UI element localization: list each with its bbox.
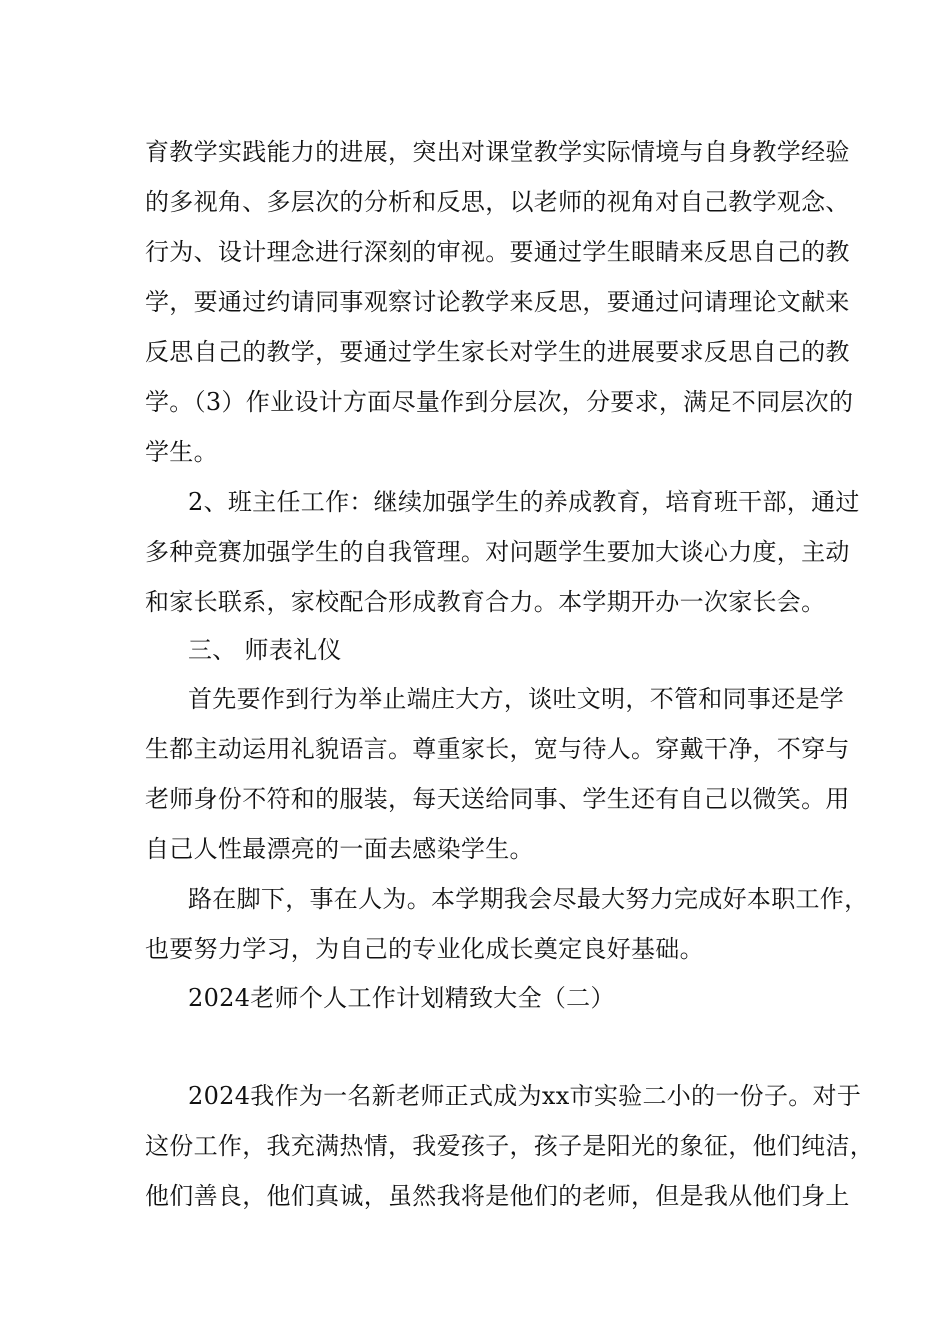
paragraph-start-line: 2、班主任工作：继续加强学生的养成教育，培育班干部，通过: [188, 488, 860, 516]
text-line: 反思自己的教学，要通过学生家长对学生的进展要求反思自己的教: [145, 338, 850, 366]
paragraph-start-line: 2024我作为一名新老师正式成为xx市实验二小的一份子。对于: [188, 1082, 862, 1110]
text-line: 这份工作，我充满热情，我爱孩子，孩子是阳光的象征，他们纯洁，: [145, 1132, 874, 1160]
paragraph-start-line: 首先要作到行为举止端庄大方，谈吐文明，不管和同事还是学: [188, 685, 845, 713]
text-line: 行为、设计理念进行深刻的审视。要通过学生眼睛来反思自己的教: [145, 238, 850, 266]
text-line: 老师身份不符和的服装，每天送给同事、学生还有自己以微笑。用: [145, 785, 850, 813]
section-title: 2024老师个人工作计划精致大全（二）: [188, 984, 615, 1012]
text-line: 的多视角、多层次的分析和反思，以老师的视角对自己教学观念、: [145, 188, 850, 216]
section-heading: 三、 师表礼仪: [188, 636, 342, 664]
text-line: 也要努力学习，为自己的专业化成长奠定良好基础。: [145, 935, 704, 963]
text-line: 多种竞赛加强学生的自我管理。对问题学生要加大谈心力度，主动: [145, 538, 850, 566]
text-line: 和家长联系，家校配合形成教育合力。本学期开办一次家长会。: [145, 588, 826, 616]
text-line: 学。（3）作业设计方面尽量作到分层次，分要求，满足不同层次的: [145, 388, 854, 416]
text-line: 育教学实践能力的进展，突出对课堂教学实际情境与自身教学经验: [145, 138, 850, 166]
text-line: 自己人性最漂亮的一面去感染学生。: [145, 835, 534, 863]
text-line: 学，要通过约请同事观察讨论教学来反思，要通过问请理论文献来: [145, 288, 850, 316]
text-line: 学生。: [145, 438, 218, 466]
text-line: 生都主动运用礼貌语言。尊重家长，宽与待人。穿戴干净，不穿与: [145, 735, 850, 763]
paragraph-start-line: 路在脚下，事在人为。本学期我会尽最大努力完成好本职工作，: [188, 885, 869, 913]
text-line: 他们善良，他们真诚，虽然我将是他们的老师，但是我从他们身上: [145, 1182, 850, 1210]
